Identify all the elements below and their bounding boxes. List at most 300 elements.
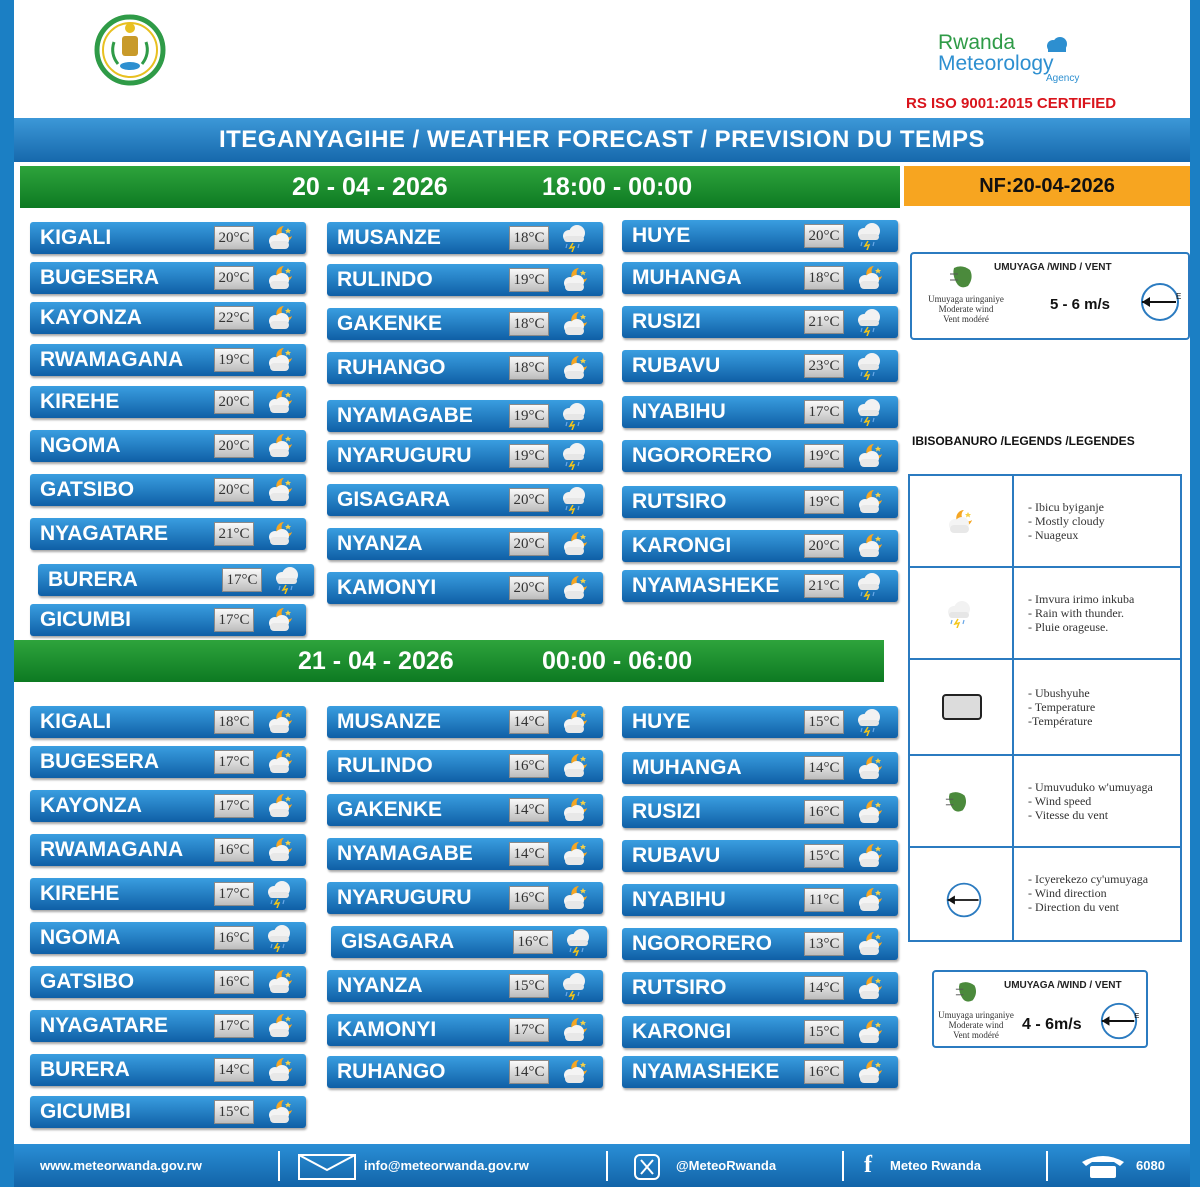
city-name: RUTSIRO [632, 490, 727, 513]
city-card-kigali [30, 706, 306, 738]
city-name: GISAGARA [337, 488, 451, 511]
city-temperature: 18°C [214, 710, 254, 734]
legend-line: - Nuageux [1028, 528, 1079, 542]
city-temperature: 15°C [214, 1100, 254, 1124]
city-temperature: 16°C [214, 838, 254, 862]
city-card-ruhango [327, 1056, 603, 1088]
city-card-gatsibo [30, 966, 306, 998]
rain-thunder-icon [559, 402, 589, 430]
rain-thunder-icon [559, 972, 589, 1000]
mostly-cloudy-icon [264, 968, 294, 996]
city-name: RUBAVU [632, 354, 721, 377]
city-temperature: 20°C [214, 390, 254, 414]
legend-line: - Icyerekezo cy'umuyaga [1028, 872, 1149, 886]
city-temperature: 16°C [214, 970, 254, 994]
city-temperature: 20°C [804, 224, 844, 248]
city-name: MUHANGA [632, 756, 742, 779]
city-temperature: 14°C [214, 1058, 254, 1082]
mostly-cloudy-icon [854, 842, 884, 870]
mostly-cloudy-icon [264, 388, 294, 416]
wind-speed-icon [948, 262, 978, 292]
mostly-cloudy-icon [854, 886, 884, 914]
cloud-logo-icon [1044, 36, 1070, 54]
mostly-cloudy-icon [854, 930, 884, 958]
legend-line: - Vitesse du vent [1028, 808, 1109, 822]
mostly-cloudy-icon [559, 354, 589, 382]
city-name: GICUMBI [40, 1100, 131, 1123]
city-temperature: 17°C [214, 882, 254, 906]
rain-thunder-icon [264, 924, 294, 952]
city-name: KIREHE [40, 390, 120, 413]
footer-website[interactable]: www.meteorwanda.gov.rw [40, 1158, 202, 1173]
city-temperature: 21°C [214, 522, 254, 546]
city-name: BURERA [48, 568, 138, 591]
city-card-nyanza [327, 970, 603, 1002]
city-card-burera [38, 564, 314, 596]
wind2-title: UMUYAGA /WIND / VENT [1004, 980, 1122, 991]
city-card-muhanga [622, 262, 898, 294]
city-temperature: 17°C [509, 1018, 549, 1042]
footer-twitter[interactable]: @MeteoRwanda [676, 1158, 777, 1173]
city-name: RWAMAGANA [40, 348, 184, 371]
wind-direction-icon [1098, 1000, 1140, 1042]
wind1-label1: Umuyaga uringaniye [928, 294, 1004, 304]
footer-facebook[interactable]: Meteo Rwanda [890, 1158, 982, 1173]
x-twitter-icon [634, 1154, 660, 1180]
city-card-gicumbi [30, 604, 306, 636]
mostly-cloudy-icon [854, 264, 884, 292]
city-temperature: 14°C [509, 1060, 549, 1084]
city-temperature: 20°C [509, 532, 549, 556]
legend-line: - Wind speed [1028, 794, 1092, 808]
city-temperature: 17°C [214, 608, 254, 632]
footer-separator [1046, 1151, 1048, 1181]
city-temperature: 14°C [509, 842, 549, 866]
rain-thunder-icon [854, 398, 884, 426]
city-name: RULINDO [337, 754, 433, 777]
legend-text [1028, 500, 1105, 542]
wind1-title: UMUYAGA /WIND / VENT [994, 262, 1112, 273]
legend-row-mostly-cloudy [910, 476, 1180, 568]
city-card-musanze [327, 222, 603, 254]
mostly-cloudy-icon [264, 346, 294, 374]
city-name: KARONGI [632, 1020, 732, 1043]
mostly-cloudy-icon [559, 708, 589, 736]
city-name: NGORORERO [632, 932, 773, 955]
city-name: NGORORERO [632, 444, 773, 467]
city-card-gicumbi [30, 1096, 306, 1128]
footer-separator [278, 1151, 280, 1181]
mostly-cloudy-icon [854, 532, 884, 560]
city-temperature: 18°C [509, 312, 549, 336]
city-temperature: 16°C [804, 800, 844, 824]
mostly-cloudy-icon [264, 606, 294, 634]
city-card-nyagatare [30, 1010, 306, 1042]
city-card-ngororero [622, 440, 898, 472]
rain-thunder-icon [944, 600, 974, 633]
city-card-rutsiro [622, 486, 898, 518]
agency-logo [938, 32, 1138, 84]
city-card-bugesera [30, 746, 306, 778]
legend-line: - Ubushyuhe [1028, 686, 1090, 700]
legend-line: - Imvura irimo inkuba [1028, 592, 1135, 606]
legend-text [1028, 592, 1134, 634]
city-name: KIGALI [40, 226, 112, 249]
wind2-speed: 4 - 6m/s [1022, 1016, 1082, 1033]
city-temperature: 15°C [804, 1020, 844, 1044]
mostly-cloudy-icon [559, 752, 589, 780]
wind1-labels [926, 294, 1006, 324]
mostly-cloudy-icon [264, 708, 294, 736]
city-name: NYAMAGABE [337, 404, 473, 427]
city-name: RWAMAGANA [40, 838, 184, 861]
city-card-rwamagana [30, 344, 306, 376]
city-card-rusizi [622, 306, 898, 338]
rain-thunder-icon [854, 308, 884, 336]
mostly-cloudy-icon [854, 974, 884, 1002]
legend-title: IBISOBANURO /LEGENDS /LEGENDES [912, 434, 1135, 448]
city-card-ngoma [30, 922, 306, 954]
city-temperature: 11°C [804, 888, 844, 912]
wind-speed-icon [954, 978, 982, 1006]
city-temperature: 20°C [214, 434, 254, 458]
footer-phone[interactable]: 6080 [1136, 1158, 1165, 1173]
city-card-gakenke [327, 308, 603, 340]
city-card-ruhango [327, 352, 603, 384]
mostly-cloudy-icon [264, 264, 294, 292]
period2-date: 21 - 04 - 2026 [298, 647, 454, 675]
city-temperature: 19°C [804, 444, 844, 468]
agency-line1: Rwanda [938, 31, 1016, 54]
city-name: NYABIHU [632, 888, 726, 911]
city-temperature: 17°C [804, 400, 844, 424]
city-temperature: 19°C [214, 348, 254, 372]
city-name: KAMONYI [337, 1018, 437, 1041]
city-card-rubavu [622, 350, 898, 382]
city-name: KAYONZA [40, 306, 142, 329]
city-temperature: 17°C [214, 794, 254, 818]
city-card-gisagara [331, 926, 607, 958]
city-temperature: 16°C [509, 886, 549, 910]
wind2-labels [936, 1010, 1016, 1040]
legend-line: - Wind direction [1028, 886, 1107, 900]
city-temperature: 20°C [804, 534, 844, 558]
wind2-label2: Moderate wind [948, 1020, 1004, 1030]
mostly-cloudy-icon [264, 748, 294, 776]
legend-line: - Umuvuduko w'umuyaga [1028, 780, 1153, 794]
city-temperature: 14°C [804, 756, 844, 780]
legend-line: - Ibicu byiganje [1028, 500, 1104, 514]
city-card-gisagara [327, 484, 603, 516]
city-temperature: 16°C [509, 754, 549, 778]
city-card-rulindo [327, 750, 603, 782]
legend-line: - Rain with thunder. [1028, 606, 1124, 620]
city-temperature: 17°C [214, 750, 254, 774]
city-card-nyamagabe [327, 400, 603, 432]
mostly-cloudy-icon [264, 1098, 294, 1126]
legend-text [1028, 780, 1153, 822]
city-temperature: 16°C [513, 930, 553, 954]
legend-row-rain-thunder [910, 568, 1180, 660]
city-card-nyanza [327, 528, 603, 560]
city-temperature: 17°C [222, 568, 262, 592]
city-name: GISAGARA [341, 930, 455, 953]
city-name: NYAMAGABE [337, 842, 473, 865]
city-card-nyamagabe [327, 838, 603, 870]
city-card-nyabihu [622, 396, 898, 428]
city-name: NYABIHU [632, 400, 726, 423]
wind-direction-icon [1138, 280, 1182, 324]
legend-row-wind-speed [910, 756, 1180, 848]
city-temperature: 15°C [804, 844, 844, 868]
legend-text [1028, 872, 1148, 914]
facebook-icon: f [864, 1152, 872, 1178]
mostly-cloudy-icon [264, 520, 294, 548]
city-temperature: 18°C [804, 266, 844, 290]
city-name: BURERA [40, 1058, 130, 1081]
city-name: NGOMA [40, 434, 121, 457]
city-card-kayonza [30, 790, 306, 822]
wind-direction-icon [944, 880, 984, 925]
mostly-cloudy-icon [559, 310, 589, 338]
city-card-rubavu [622, 840, 898, 872]
mostly-cloudy-icon [854, 1058, 884, 1086]
rain-thunder-icon [559, 224, 589, 252]
city-card-karongi [622, 1016, 898, 1048]
nf-date: NF:20-04-2026 [904, 166, 1190, 206]
city-name: RUHANGO [337, 1060, 446, 1083]
mostly-cloudy-icon [854, 488, 884, 516]
wind1-speed: 5 - 6 m/s [1050, 296, 1111, 313]
city-temperature: 14°C [509, 798, 549, 822]
city-temperature: 18°C [509, 226, 549, 250]
legend-row-temperature-box [910, 660, 1180, 756]
footer-separator [606, 1151, 608, 1181]
city-temperature: 22°C [214, 306, 254, 330]
rain-thunder-icon [854, 352, 884, 380]
city-temperature: 16°C [214, 926, 254, 950]
wind-box-period1 [910, 252, 1190, 340]
city-name: MUHANGA [632, 266, 742, 289]
city-temperature: 15°C [804, 710, 844, 734]
wind2-dir: E [1134, 1011, 1140, 1021]
city-name: BUGESERA [40, 266, 160, 289]
city-card-rusizi [622, 796, 898, 828]
city-name: NYAMASHEKE [632, 1060, 780, 1083]
left-frame [0, 0, 14, 1187]
city-name: GATSIBO [40, 478, 135, 501]
city-card-kigali [30, 222, 306, 254]
mostly-cloudy-icon [264, 1056, 294, 1084]
city-temperature: 21°C [804, 574, 844, 598]
wind2-label1: Umuyaga uringaniye [938, 1010, 1014, 1020]
city-name: GICUMBI [40, 608, 131, 631]
city-card-nyaruguru [327, 882, 603, 914]
city-card-rulindo [327, 264, 603, 296]
mostly-cloudy-icon [559, 574, 589, 602]
period1-date: 20 - 04 - 2026 [292, 173, 448, 201]
city-name: HUYE [632, 710, 691, 733]
city-name: NYANZA [337, 532, 423, 555]
city-card-huye [622, 706, 898, 738]
agency-line2: Meteorology [938, 52, 1054, 75]
period1-time: 18:00 - 00:00 [542, 173, 693, 201]
email-icon [298, 1154, 356, 1180]
city-card-nyagatare [30, 518, 306, 550]
city-card-kamonyi [327, 572, 603, 604]
city-card-nyabihu [622, 884, 898, 916]
city-name: NYAMASHEKE [632, 574, 780, 597]
rain-thunder-icon [854, 708, 884, 736]
rain-thunder-icon [264, 880, 294, 908]
city-name: HUYE [632, 224, 691, 247]
city-card-kamonyi [327, 1014, 603, 1046]
city-temperature: 15°C [509, 974, 549, 998]
city-name: MUSANZE [337, 710, 441, 733]
city-card-nyaruguru [327, 440, 603, 472]
mostly-cloudy-icon [264, 224, 294, 252]
footer-email[interactable]: info@meteorwanda.gov.rw [364, 1158, 529, 1173]
wind1-label3: Vent modéré [943, 314, 989, 324]
footer-separator [842, 1151, 844, 1181]
city-name: NGOMA [40, 926, 121, 949]
period2-time: 00:00 - 06:00 [542, 647, 693, 675]
city-temperature: 19°C [804, 490, 844, 514]
legend-line: - Temperature [1028, 700, 1096, 714]
agency-line3: Agency [1046, 73, 1080, 84]
city-temperature: 23°C [804, 354, 844, 378]
mostly-cloudy-icon [854, 442, 884, 470]
mostly-cloudy-icon [854, 798, 884, 826]
city-temperature: 20°C [214, 478, 254, 502]
city-name: BUGESERA [40, 750, 160, 773]
city-temperature: 19°C [509, 444, 549, 468]
city-temperature: 14°C [804, 976, 844, 1000]
city-card-huye [622, 220, 898, 252]
wind1-label2: Moderate wind [938, 304, 994, 314]
city-temperature: 14°C [509, 710, 549, 734]
city-card-ngororero [622, 928, 898, 960]
city-card-rwamagana [30, 834, 306, 866]
mostly-cloudy-icon [264, 792, 294, 820]
mostly-cloudy-icon [559, 1016, 589, 1044]
legend-text [1028, 686, 1095, 728]
city-card-rutsiro [622, 972, 898, 1004]
wind1-dir: E [1176, 292, 1182, 301]
city-card-muhanga [622, 752, 898, 784]
mostly-cloudy-icon [559, 840, 589, 868]
mostly-cloudy-icon [854, 754, 884, 782]
city-card-nyamasheke [622, 1056, 898, 1088]
city-name: RUHANGO [337, 356, 446, 379]
rain-thunder-icon [559, 442, 589, 470]
city-temperature: 19°C [509, 404, 549, 428]
city-name: GAKENKE [337, 312, 443, 335]
city-name: NYAGATARE [40, 1014, 168, 1037]
wind-box-period2 [932, 970, 1148, 1048]
city-temperature: 21°C [804, 310, 844, 334]
mostly-cloudy-icon [264, 836, 294, 864]
city-card-musanze [327, 706, 603, 738]
wind2-label3: Vent modéré [953, 1030, 999, 1040]
mostly-cloudy-icon [264, 304, 294, 332]
rain-thunder-icon [272, 566, 302, 594]
city-temperature: 20°C [509, 576, 549, 600]
wind-speed-icon [944, 788, 972, 821]
city-name: RUTSIRO [632, 976, 727, 999]
period1-date-bar [20, 166, 900, 208]
city-temperature: 20°C [509, 488, 549, 512]
city-card-kayonza [30, 302, 306, 334]
city-card-ngoma [30, 430, 306, 462]
mostly-cloudy-icon [854, 1018, 884, 1046]
mostly-cloudy-icon [264, 432, 294, 460]
city-card-nyamasheke [622, 570, 898, 602]
rain-thunder-icon [854, 572, 884, 600]
city-temperature: 16°C [804, 1060, 844, 1084]
rain-thunder-icon [563, 928, 593, 956]
mostly-cloudy-icon [559, 884, 589, 912]
rain-thunder-icon [559, 486, 589, 514]
city-card-gakenke [327, 794, 603, 826]
mostly-cloudy-icon [559, 266, 589, 294]
city-card-bugesera [30, 262, 306, 294]
legend-line: -Température [1028, 714, 1093, 728]
city-temperature: 18°C [509, 356, 549, 380]
city-name: RUBAVU [632, 844, 721, 867]
temperature-box-icon [942, 694, 982, 725]
legend-line: - Pluie orageuse. [1028, 620, 1109, 634]
city-temperature: 20°C [214, 266, 254, 290]
rain-thunder-icon [854, 222, 884, 250]
iso-certification: RS ISO 9001:2015 CERTIFIED [906, 95, 1117, 112]
city-name: RUSIZI [632, 310, 701, 333]
city-name: KARONGI [632, 534, 732, 557]
mostly-cloudy-icon [559, 1058, 589, 1086]
legend-table [908, 474, 1182, 942]
city-name: MUSANZE [337, 226, 441, 249]
coat-of-arms-icon [94, 12, 166, 88]
city-name: GATSIBO [40, 970, 135, 993]
legend-line: - Direction du vent [1028, 900, 1119, 914]
city-temperature: 13°C [804, 932, 844, 956]
right-frame [1190, 0, 1200, 1187]
mostly-cloudy-icon [559, 530, 589, 558]
city-temperature: 19°C [509, 268, 549, 292]
city-temperature: 20°C [214, 226, 254, 250]
period2-date-bar [14, 640, 884, 682]
city-name: NYARUGURU [337, 886, 472, 909]
city-card-kirehe [30, 878, 306, 910]
city-name: RULINDO [337, 268, 433, 291]
city-name: NYAGATARE [40, 522, 168, 545]
legend-row-wind-direction [910, 848, 1180, 940]
footer [14, 1144, 1190, 1187]
city-name: GAKENKE [337, 798, 443, 821]
city-card-karongi [622, 530, 898, 562]
city-temperature: 17°C [214, 1014, 254, 1038]
city-name: NYARUGURU [337, 444, 472, 467]
legend-line: - Mostly cloudy [1028, 514, 1105, 528]
page-title: ITEGANYAGIHE / WEATHER FORECAST / PREVISION DU TEMPS [14, 118, 1190, 162]
city-card-kirehe [30, 386, 306, 418]
mostly-cloudy-icon [944, 508, 974, 541]
city-card-burera [30, 1054, 306, 1086]
mostly-cloudy-icon [559, 796, 589, 824]
city-name: NYANZA [337, 974, 423, 997]
mostly-cloudy-icon [264, 476, 294, 504]
mostly-cloudy-icon [264, 1012, 294, 1040]
